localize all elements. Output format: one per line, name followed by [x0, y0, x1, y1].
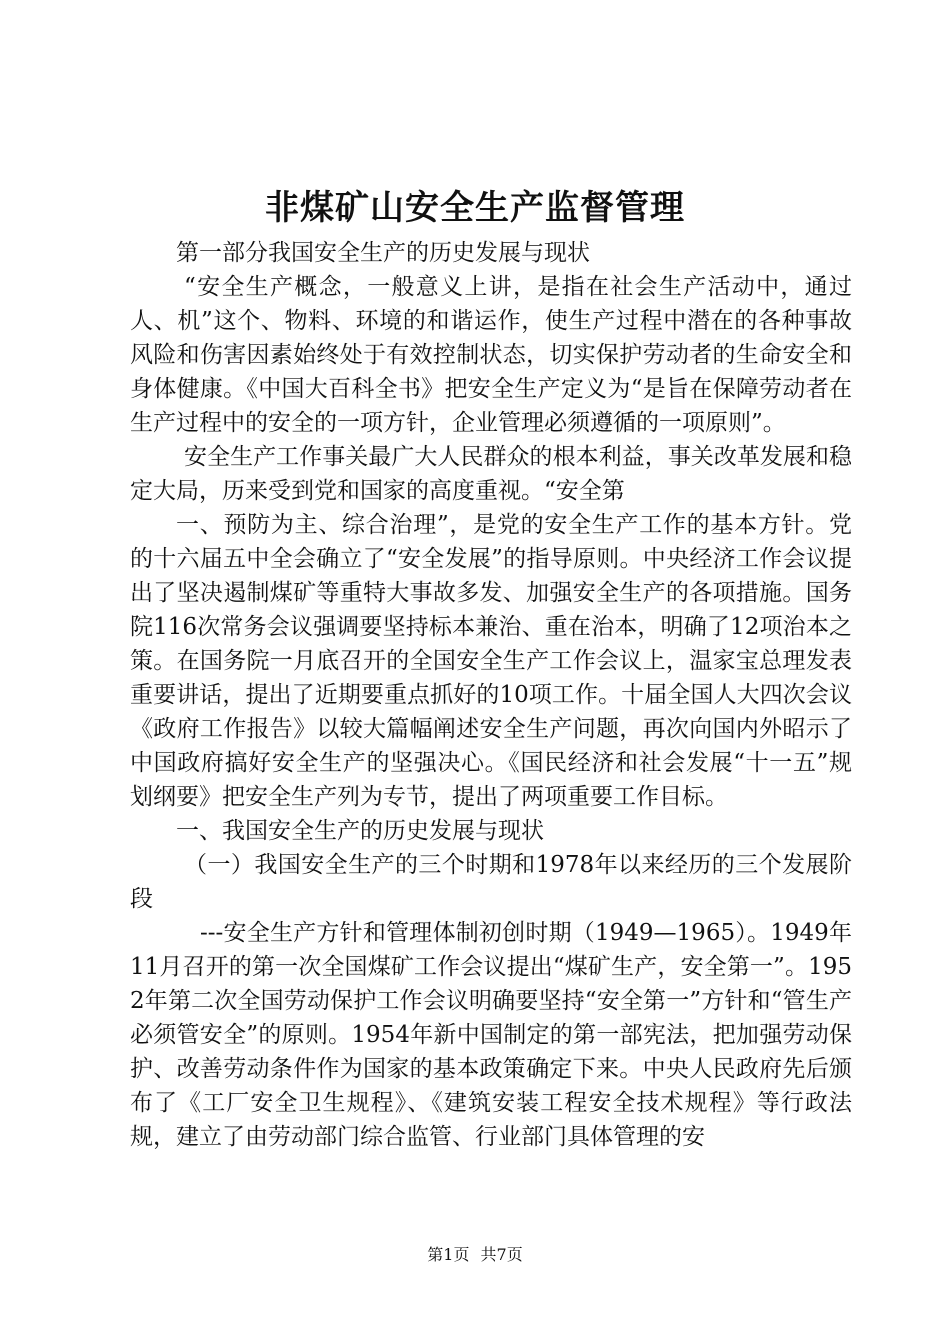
page-number-current: 第1页: [427, 1245, 470, 1264]
paragraph-safety-importance: 安全生产工作事关最广大人民群众的根本利益，事关改革发展和稳定大局，历来受到党和国家的高度重视。“安全第: [130, 444, 852, 504]
document-body: [130, 236, 852, 1154]
section-heading-history: 一、我国安全生产的历史发展与现状: [176, 818, 544, 844]
paragraph-safety-policy: 一、预防为主、综合治理”，是党的安全生产工作的基本方针。党的十六届五中全会确立了“安全发展”的指导原则。中央经济工作会议提出了坚决遏制煤矿等重特大事故多发、加强安全生产的各项措施。国务院116次常务会议强调要坚持标本兼治、重在治本，明确了12项治本之策。在国务院一月底召开的全国安全生产工作会议上，温家宝总理发表重要讲话，提出了近期要重点抓好的10项工作。十届全国人大四次会议《政府工作报告》以较大篇幅阐述安全生产问题，再次向国内外昭示了中国政府搞好安全生产的坚强决心。《国民经济和社会发展“十一五”规划纲要》把安全生产列为专节，提出了两项重要工作目标。: [130, 512, 852, 810]
subsection-heading-three-periods: （一）我国安全生产的三个时期和1978年以来经历的三个发展阶段: [130, 852, 852, 912]
document-title: 非煤矿山安全生产监督管理: [265, 188, 685, 228]
page-footer: [0, 1244, 950, 1266]
paragraph-initial-period: ---安全生产方针和管理体制初创时期（1949—1965）。1949年11月召开的第一次全国煤矿工作会议提出“煤矿生产，安全第一”。1952年第二次全国劳动保护工作会议明确要坚持“安全第一”方针和“管生产必须管安全”的原则。1954年新中国制定的第一部宪法，把加强劳动保护、改善劳动条件作为国家的基本政策确定下来。中央人民政府先后颁布了《工厂安全卫生规程》、《建筑安装工程安全技术规程》等行政法规，建立了由劳动部门综合监管、行业部门具体管理的安: [130, 920, 852, 1150]
page-number-total: 共7页: [480, 1245, 523, 1264]
section-heading-part-one: 第一部分我国安全生产的历史发展与现状: [176, 240, 590, 266]
paragraph-safety-concept: “安全生产概念，一般意义上讲，是指在社会生产活动中，通过人、机”这个、物料、环境的和谐运作，使生产过程中潜在的各种事故风险和伤害因素始终处于有效控制状态，切实保护劳动者的生命安全和身体健康。《中国大百科全书》把安全生产定义为“是旨在保障劳动者在生产过程中的安全的一项方针，企业管理必须遵循的一项原则”。: [130, 274, 852, 436]
